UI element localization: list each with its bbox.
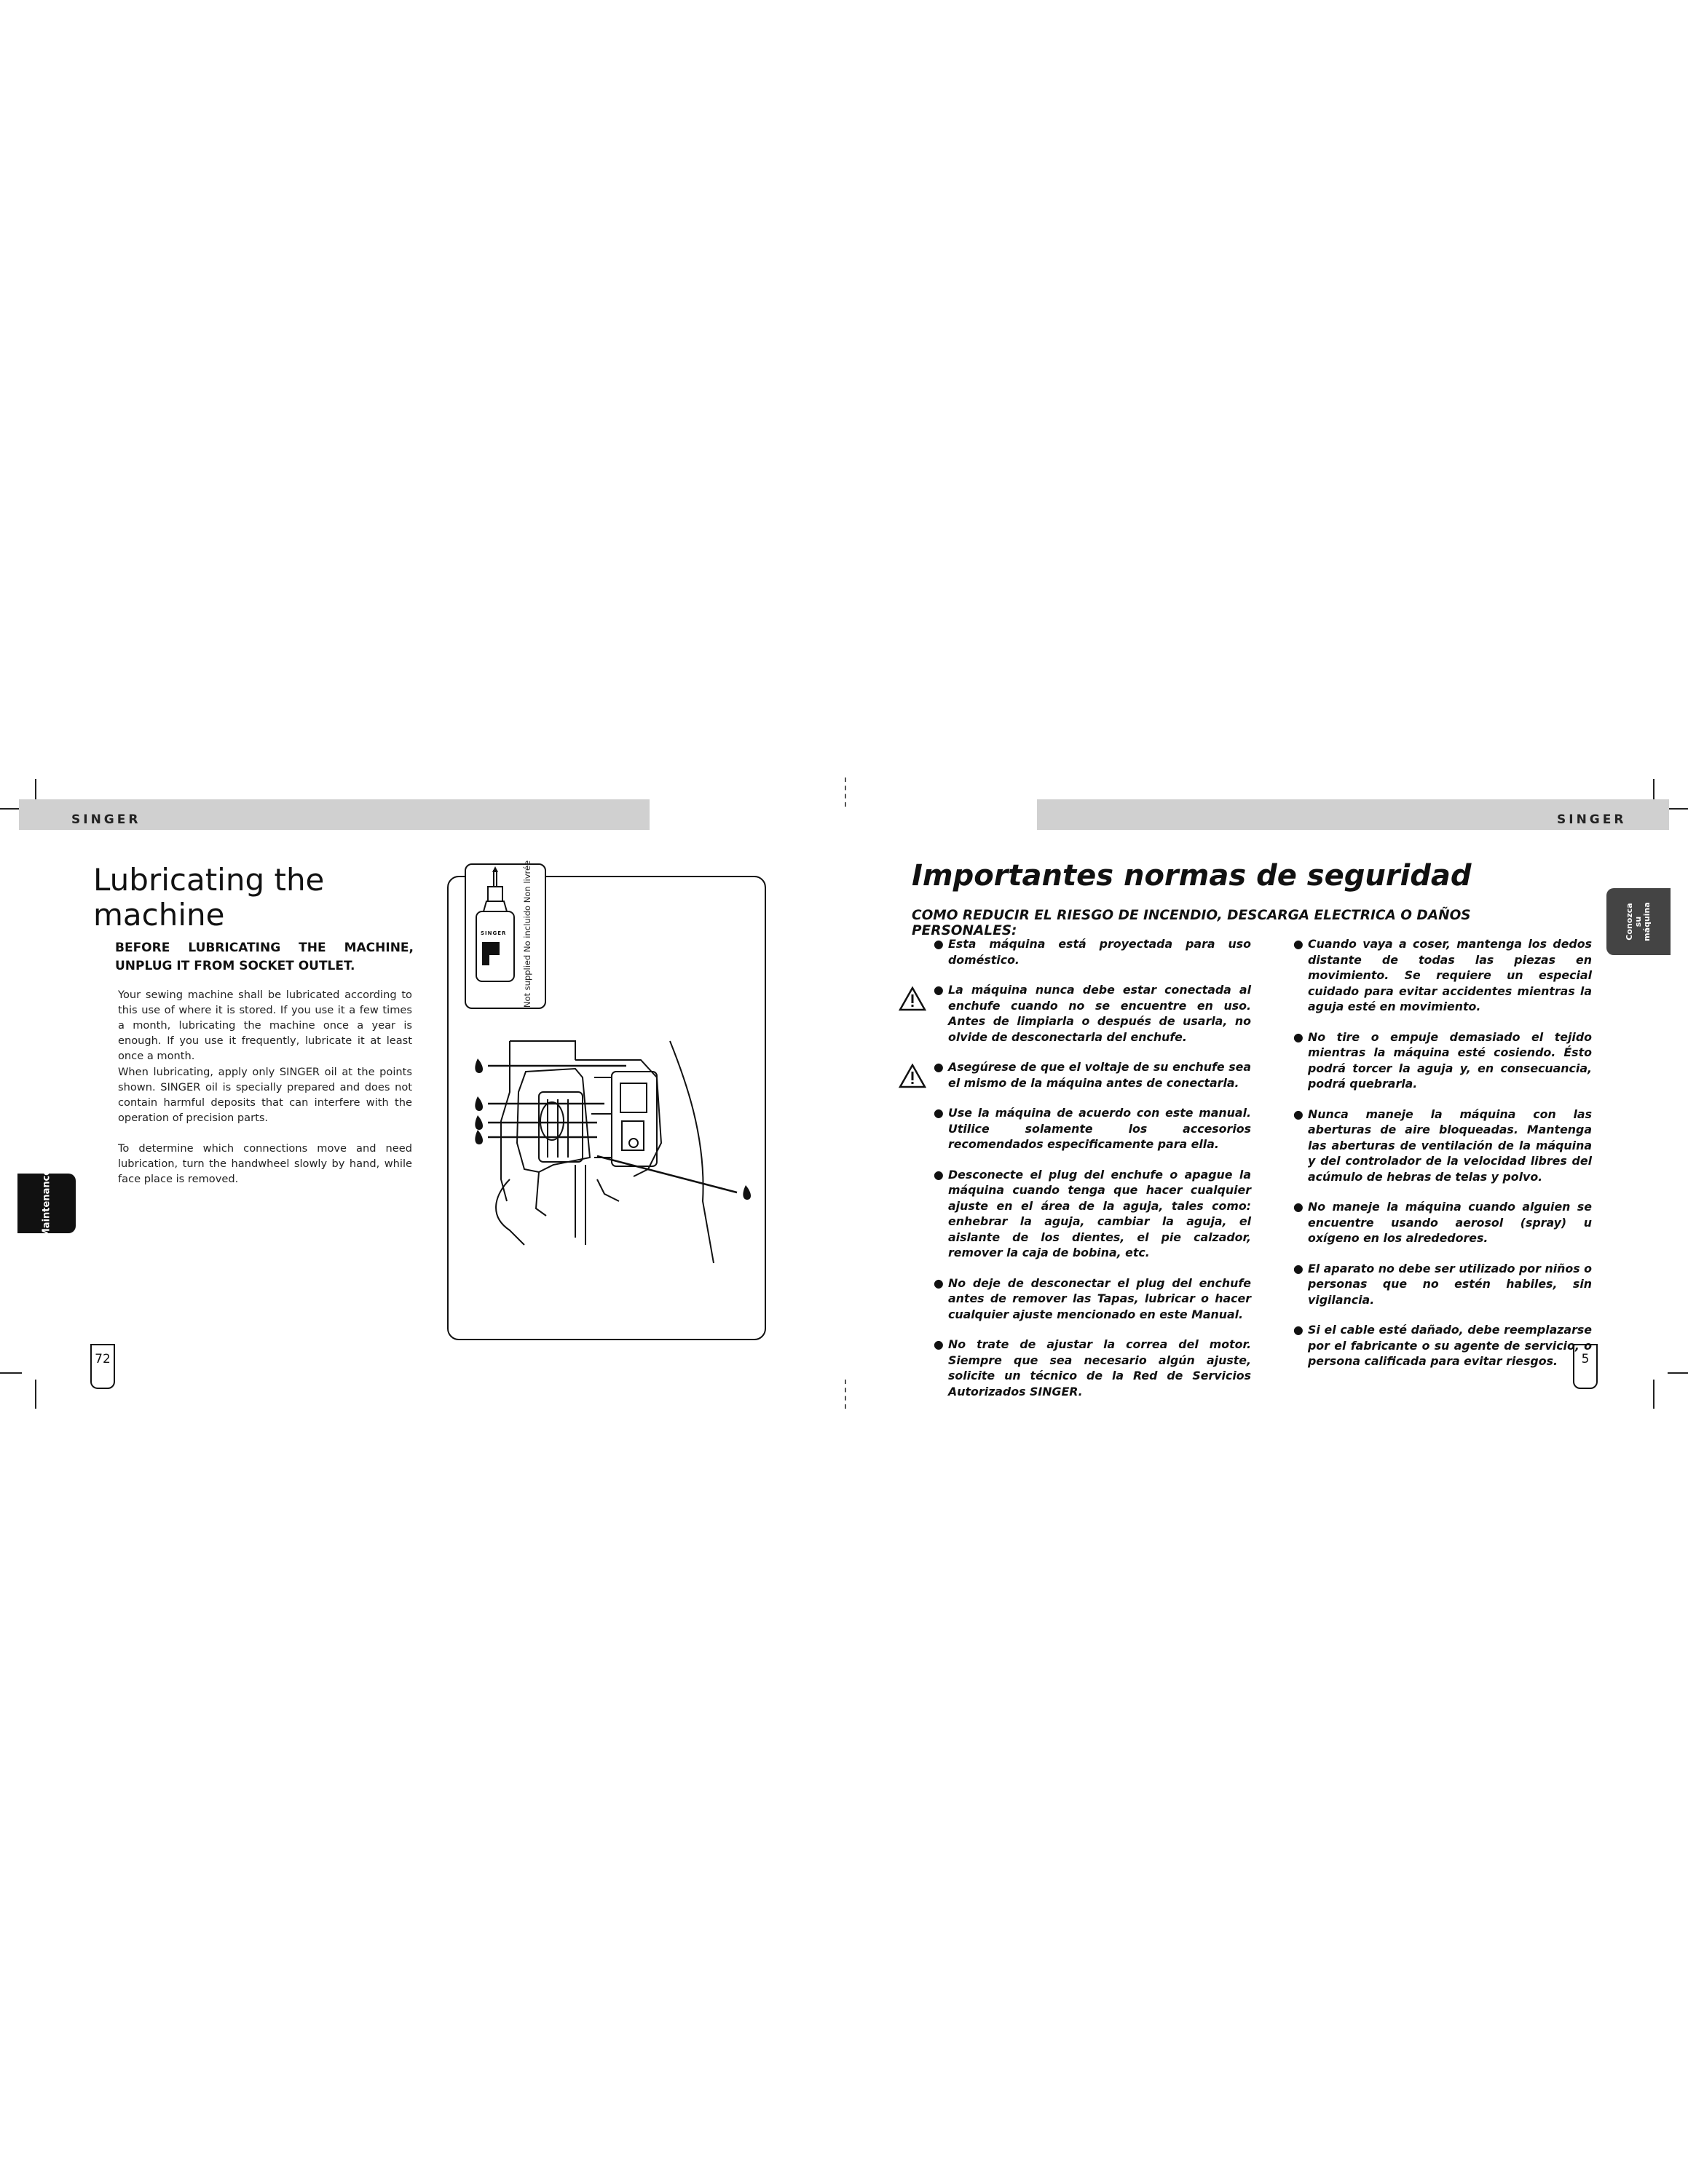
machine-mechanism-diagram [466,1034,757,1267]
list-item-text: La máquina nunca debe estar conectada al enchufe cuando no se encuentre en uso. Antes de limpiarla o después de usarla, no olvide de desconectarla del enchufe. [948,983,1251,1044]
list-item-text: No deje de desconectar el plug del enchufe antes de remover las Tapas, lubricar o hacer cualquier ajuste mencionado en este Manual. [948,1275,1251,1321]
bullet-icon: ● [1293,1107,1304,1121]
paragraph-frequency: Your sewing machine shall be lubricated according to this use of where it is stored. If you use it a few times a month, lubricating the machine once a year is enough. If you use it frequently, lubricate it at least once a month. [118,989,412,1062]
oil-caption-text: Not supplied No incluido Non livrée [522,860,532,1008]
unplug-warning: BEFORE LUBRICATING THE MACHINE, UNPLUG IT FROM SOCKET OUTLET. [115,941,414,973]
brand-logo-left: SINGER [71,812,141,827]
page-title-line1: Lubricating the [93,862,325,898]
page-number-left: 72 [90,1344,115,1389]
paragraph-handwheel: To determine which connections move and need lubrication, turn the handwheel slowly by hand, while face place is removed. [118,1142,412,1185]
bullet-icon: ● [1293,1029,1304,1044]
list-item [934,1105,1251,1152]
list-item [1293,1261,1592,1308]
list-item [934,1275,1251,1323]
list-item [1293,1199,1592,1246]
safety-column-2 [1293,936,1592,1384]
safety-title: Importantes normas de seguridad [912,859,1472,893]
bullet-icon: ● [934,983,944,997]
list-item [934,1167,1251,1261]
crop-mark [1668,1372,1688,1374]
side-tab-label: Maintenance [41,1168,52,1238]
list-item [1293,936,1592,1015]
bullet-icon: ● [934,1275,944,1290]
side-tab-line1: Conozca [1625,903,1634,941]
bullet-icon: ● [934,1106,944,1120]
list-item [934,982,1251,1045]
safety-subtitle: COMO REDUCIR EL RIESGO DE INCENDIO, DESCARGA ELECTRICA O DAÑOS PERSONALES: [912,908,1471,938]
bullet-icon: ● [1293,1323,1304,1337]
crop-mark [0,1372,22,1374]
list-item [934,936,1251,968]
side-tab-line3: máquina [1642,902,1652,941]
list-item-text: Nunca maneje la máquina con las aberturas de aire bloqueadas. Mantenga las aberturas de ventilación de la máquina y del controlador de la velocidad libres del acúmulo de hebras de telas y polvo. [1308,1107,1592,1184]
list-item-text: Asegúrese de que el voltaje de su enchufe sea el mismo de la máquina antes de conectarla. [948,1060,1251,1090]
side-tab-label [1625,902,1652,941]
list-item-text: Esta máquina está proyectada para uso doméstico. [948,937,1251,967]
list-item [934,1337,1251,1399]
bullet-icon: ● [1293,937,1304,951]
bullet-icon: ● [1293,1261,1304,1275]
brand-logo-right: SINGER [1557,812,1627,827]
bullet-icon: ● [934,1060,944,1074]
center-fold-mark [845,778,846,807]
list-item-text: No tire o empuje demasiado el tejido mientras la máquina esté cosiendo. Ésto podrá torcer la aguja y, en consecuancia, podrá quebrarla. [1308,1029,1592,1091]
oil-caption [513,860,542,1008]
list-item [1293,1107,1592,1185]
page-title-line2: machine [93,897,225,933]
warning-triangle-icon [899,986,926,1011]
side-tab-line2: su [1633,916,1643,927]
bullet-icon: ● [934,937,944,951]
crop-mark [1653,1380,1655,1409]
list-item-text: Use la máquina de acuerdo con este manual. Utilice solamente los accesorios recomendados especificamente para ella. [948,1106,1251,1151]
list-item-text: El aparato no debe ser utilizado por niños o personas que no estén habiles, sin vigilancia. [1308,1261,1592,1307]
paragraph-singer-oil: When lubricating, apply only SINGER oil at the points shown. SINGER oil is specially prepared and does not contain harmful deposits that can interfere with the operation of precision parts. [118,1066,412,1124]
bullet-icon: ● [1293,1200,1304,1214]
side-tab-know-machine [1606,888,1671,955]
center-fold-mark [845,1380,846,1409]
list-item [1293,1322,1592,1369]
list-item-text: Desconecte el plug del enchufe o apague la máquina cuando tenga que hacer cualquier ajuste en el área de la aguja, tales como: enhebrar la aguja, cambiar la aguja, el aislante de los dientes, el pie calzador, remover la caja de bobina, etc. [948,1167,1251,1259]
side-tab-maintenance [17,1168,76,1238]
list-item-text: No maneje la máquina cuando alguien se encuentre usando aerosol (spray) u oxígeno en los alrededores. [1308,1200,1592,1245]
crop-mark [35,1380,36,1409]
page-title [93,863,472,933]
page-number-right: 5 [1573,1344,1598,1389]
list-item-text: Si el cable esté dañado, debe reemplazarse por el fabricante o su agente de servicio, o persona calificada para evitar riesgos. [1308,1323,1592,1368]
bullet-icon: ● [934,1337,944,1351]
list-item-text: Cuando vaya a coser, mantenga los dedos distante de todas las piezas en movimiento. Se requiere un especial cuidado para evitar accidentes mientras la aguja esté en movimiento. [1308,937,1592,1013]
safety-column-1 [934,936,1251,1414]
crop-mark [1668,808,1688,810]
list-item-text: No trate de ajustar la correa del motor. Siempre que sea necesario algún ajuste, solicite un técnico de la Red de Servicios Autorizados SINGER. [948,1337,1251,1398]
list-item [934,1059,1251,1091]
list-item [1293,1029,1592,1092]
warning-triangle-icon [899,1064,926,1088]
oil-bottle-label: SINGER [481,930,507,936]
bullet-icon: ● [934,1167,944,1182]
